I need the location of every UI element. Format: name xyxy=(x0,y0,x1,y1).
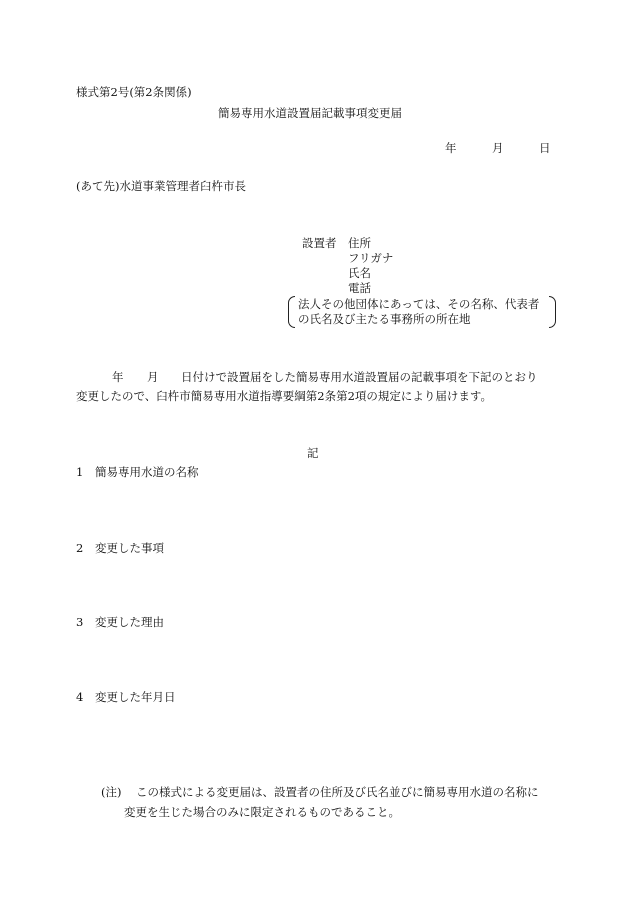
document-title: 簡易専用水道設置届記載事項変更届 xyxy=(218,106,402,120)
furigana-label: フリガナ xyxy=(348,251,394,265)
date-month-label: 月 xyxy=(492,141,504,155)
item-number: 4 xyxy=(76,690,84,704)
body-line2: 変更したので、臼杵市簡易専用水道指導要綱第2条第2項の規定により届けます。 xyxy=(76,389,492,403)
body-year-label: 年 xyxy=(112,370,124,384)
item-label: 簡易専用水道の名称 xyxy=(95,465,199,479)
ki-heading: 記 xyxy=(307,446,319,460)
body-line1: 日付けで設置届をした簡易専用水道設置届の記載事項を下記のとおり xyxy=(181,370,538,384)
note-bracket-left xyxy=(288,296,295,328)
corporate-note-line1: 法人その他団体にあっては、その名称、代表者 xyxy=(298,297,540,311)
item-label: 変更した理由 xyxy=(95,615,164,629)
applicant-role-label: 設置者 xyxy=(302,236,337,250)
note-bracket-right xyxy=(549,296,556,328)
item-label: 変更した年月日 xyxy=(95,690,176,704)
date-year-label: 年 xyxy=(445,141,457,155)
item-number: 2 xyxy=(76,541,84,555)
date-day-label: 日 xyxy=(539,141,551,155)
item-number: 1 xyxy=(76,465,84,479)
form-number: 様式第2号(第2条関係) xyxy=(76,85,192,99)
phone-label: 電話 xyxy=(348,281,371,295)
note-line1: この様式による変更届は、設置者の住所及び氏名並びに簡易専用水道の名称に xyxy=(136,785,539,799)
body-month-label: 月 xyxy=(147,370,159,384)
addressee: (あて先)水道事業管理者臼杵市長 xyxy=(76,179,246,193)
address-label: 住所 xyxy=(348,236,371,250)
note-label: (注) xyxy=(101,785,122,799)
item-number: 3 xyxy=(76,615,84,629)
item-label: 変更した事項 xyxy=(95,541,164,555)
name-label: 氏名 xyxy=(348,266,371,280)
note-line2: 変更を生じた場合のみに限定されるものであること。 xyxy=(124,805,400,819)
corporate-note-line2: の氏名及び主たる事務所の所在地 xyxy=(298,312,471,326)
